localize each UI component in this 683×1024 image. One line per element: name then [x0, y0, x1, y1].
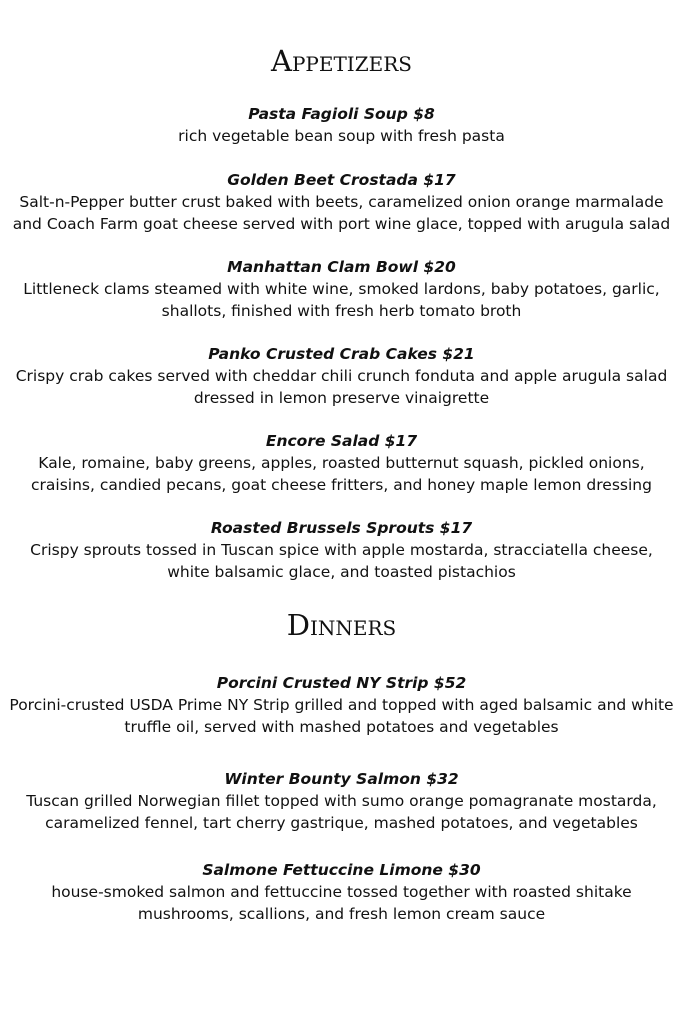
menu-item-name: Panko Crusted Crab Cakes $21 [208, 345, 475, 363]
menu-item-description: Crispy crab cakes served with cheddar chili crunch fonduta and apple arugula salad dressed in lemon preserve vinaigrette [15, 367, 668, 407]
appetizers-heading: Appetizers [271, 44, 412, 78]
menu-item [0, 859, 683, 925]
menu-item-description: Porcini-crusted USDA Prime NY Strip grilled and topped with aged balsamic and white truffle oil, served with mashed potatoes and vegetables [9, 696, 674, 736]
menu-item [0, 768, 683, 834]
menu-item-name: Encore Salad $17 [265, 432, 418, 450]
menu-item-description: Littleneck clams steamed with white wine, smoked lardons, baby potatoes, garlic, shallots, finished with fresh herb tomato broth [23, 280, 660, 320]
menu-item-description: house-smoked salmon and fettuccine tossed together with roasted shitake mushrooms, scallions, and fresh lemon cream sauce [51, 883, 632, 923]
menu-item-description: Crispy sprouts tossed in Tuscan spice with apple mostarda, stracciatella cheese, white balsamic glace, and toasted pistachios [30, 541, 653, 581]
menu-item-description: rich vegetable bean soup with fresh pasta [178, 127, 505, 145]
menu-item-name: Pasta Fagioli Soup $8 [248, 105, 435, 123]
menu-item-name: Golden Beet Crostada $17 [227, 171, 456, 189]
menu-item-name: Roasted Brussels Sprouts $17 [210, 519, 473, 537]
menu-item-description: Tuscan grilled Norwegian fillet topped with sumo orange pomagranate mostarda, caramelized fennel, tart cherry gastrique, mashed potatoes, and vegetables [26, 792, 657, 832]
dinners-heading: Dinners [286, 608, 397, 642]
menu-item-name: Porcini Crusted NY Strip $52 [216, 674, 467, 692]
menu-item [0, 103, 683, 147]
menu-item [0, 430, 683, 496]
menu-item-name: Winter Bounty Salmon $32 [224, 770, 459, 788]
menu-item-name: Manhattan Clam Bowl $20 [227, 258, 456, 276]
menu-item-name: Salmone Fettuccine Limone $30 [202, 861, 481, 879]
menu-item [0, 517, 683, 583]
menu-item [0, 672, 683, 738]
menu-item [0, 343, 683, 409]
menu-item-description: Kale, romaine, baby greens, apples, roasted butternut squash, pickled onions, craisins, candied pecans, goat cheese fritters, and honey maple lemon dressing [31, 454, 652, 494]
menu-item [0, 256, 683, 322]
menu-item-description: Salt-n-Pepper butter crust baked with beets, caramelized onion orange marmalade and Coach Farm goat cheese served with port wine glace, topped with arugula salad [12, 193, 671, 233]
menu-item [0, 169, 683, 235]
